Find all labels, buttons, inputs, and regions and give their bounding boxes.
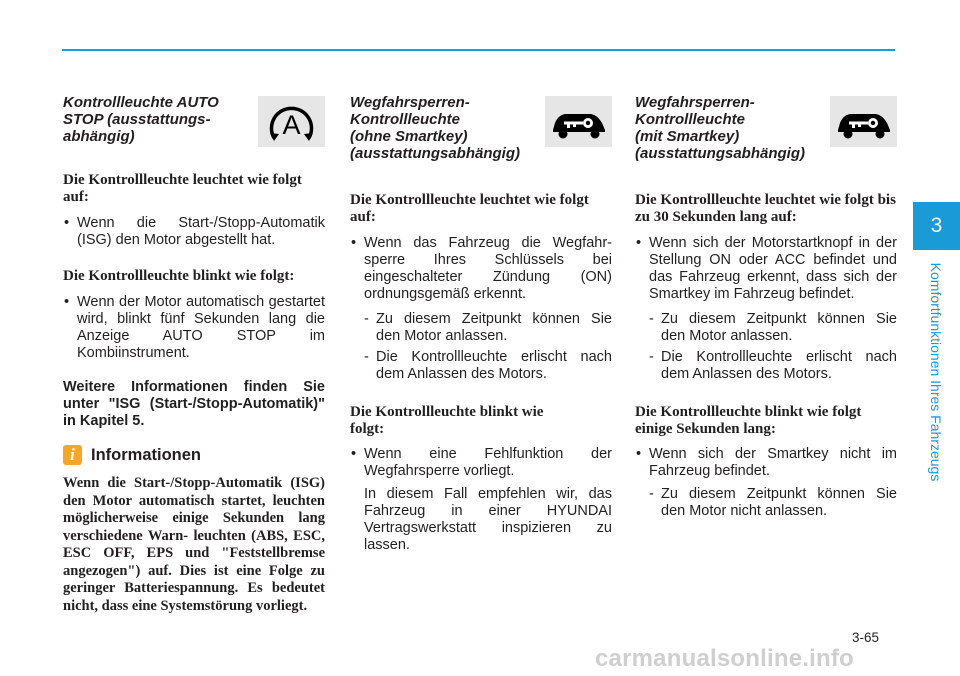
watermark: carmanualsonline.info [595, 645, 854, 672]
chapter-number-tab: 3 [913, 202, 960, 250]
section-title: Kontrollleuchte AUTO STOP (ausstattungs- abhängig) [63, 94, 219, 145]
car-key-icon [545, 96, 612, 147]
blink-heading: Die Kontrollleuchte blinkt wie folgt einige Sekunden lang: [635, 404, 862, 437]
info-icon: i [63, 445, 82, 465]
car-key-icon [830, 96, 897, 147]
blink-heading: Die Kontrollleuchte blinkt wie folgt: [350, 404, 544, 437]
dash-text: - Die Kontrollleuchte erlischt nach dem Anlassen des Motors. [649, 349, 897, 382]
column-immobilizer-no-smartkey [350, 94, 612, 554]
page-number: 3-65 [852, 630, 880, 645]
recommendation-text: In diesem Fall empfehlen wir, das Fahrzeug in einer HYUNDAI Vertragswerkstatt inspizieren zu lassen. [364, 486, 612, 553]
bullet-text: • Wenn der Motor automatisch gestartet wird, blinkt fünf Sekunden lang die Anzeige AUTO STOP im Kombiinstrument. [63, 294, 325, 362]
section-header [350, 94, 612, 166]
section-title: Wegfahrsperren- Kontrollleuchte (mit Smartkey) (ausstattungsabhängig) [635, 94, 806, 162]
auto-stop-icon [258, 96, 325, 147]
bullet-text: • Wenn sich der Motorstartknopf in der Stellung ON oder ACC befindet und das Fahrzeug erkennt, dass sich der Smartkey im Fahrzeug befindet. [635, 235, 897, 303]
svg-text:A: A [282, 110, 301, 140]
bullet-text: • Wenn sich der Smartkey nicht im Fahrzeug befindet. [635, 446, 897, 480]
top-rule [62, 49, 895, 51]
bullet-text: • Wenn eine Fehlfunktion der Wegfahrsperre vorliegt. [350, 446, 612, 480]
section-header [635, 94, 897, 166]
bullet-text: • Wenn die Start-/Stopp-Automatik (ISG) den Motor abgestellt hat. [63, 215, 325, 249]
info-header [63, 445, 325, 467]
section-title: Wegfahrsperren- Kontrollleuchte (ohne Smartkey) (ausstattungsabhängig) [350, 94, 521, 162]
column-immobilizer-smartkey [635, 94, 897, 520]
dash-text: - Die Kontrollleuchte erlischt nach dem Anlassen des Motors. [364, 349, 612, 382]
more-info-text: Weitere Informationen finden Sie unter "ISG (Start-/Stopp-Automatik)" in Kapitel 5. [63, 379, 325, 429]
column-auto-stop [63, 94, 325, 615]
dash-text: - Zu diesem Zeitpunkt können Sie den Motor nicht anlassen. [649, 486, 897, 519]
lit-heading: Die Kontrollleuchte leuchtet wie folgt auf: [63, 172, 302, 205]
chapter-title: Komfortfunktionen Ihres Fahrzeugs [928, 262, 944, 482]
dash-text: - Zu diesem Zeitpunkt können Sie den Motor anlassen. [649, 311, 897, 344]
dash-text: - Zu diesem Zeitpunkt können Sie den Motor anlassen. [364, 311, 612, 344]
info-body: Wenn die Start-/Stopp-Automatik (ISG) den Motor automatisch startet, leuchten möglicherweise einige Sekunden lang verschiedene Warn- leuchten (ABS, ESC, ESC OFF, EPS und "Feststellbremse angezogen") auf. Dies ist eine Folge zu geringer Batteriespannung. Es bedeutet nicht, dass eine Systemstörung vorliegt. [63, 475, 325, 614]
section-header [63, 94, 325, 164]
lit-heading: Die Kontrollleuchte leuchtet wie folgt auf: [350, 192, 589, 225]
info-title: Informationen [91, 446, 201, 464]
bullet-text: • Wenn das Fahrzeug die Wegfahr- sperre Ihres Schlüssels bei eingeschalteter Zündung (ON) ordnungsgemäß erkennt. [350, 235, 612, 303]
lit-heading: Die Kontrollleuchte leuchtet wie folgt bis zu 30 Sekunden lang auf: [635, 192, 896, 225]
blink-heading: Die Kontrollleuchte blinkt wie folgt: [63, 268, 295, 284]
